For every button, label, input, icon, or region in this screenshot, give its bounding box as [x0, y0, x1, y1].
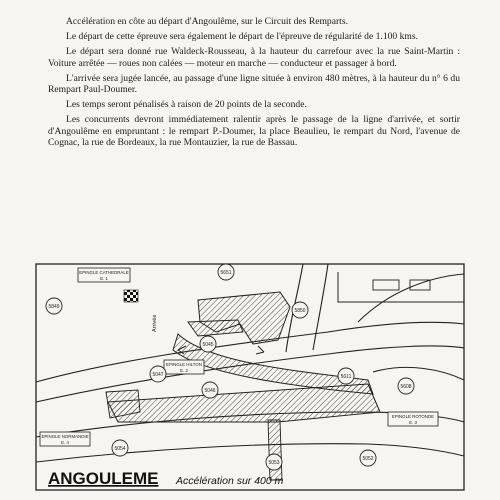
- label-epingle-cathedrale-num: E. 1: [100, 276, 108, 281]
- rules-text: [48, 16, 460, 152]
- svg-text:5651: 5651: [220, 270, 232, 276]
- paragraph-5: Les temps seront pénalisés à raison de 20 points de la seconde.: [66, 99, 307, 111]
- svg-text:5046: 5046: [204, 388, 216, 394]
- paragraph-2: Le départ de cette épreuve sera également le départ de l'épreuve de régularité de 1.100 kms.: [66, 31, 418, 43]
- marker-5651: [218, 264, 234, 280]
- map-subtitle: Accélération sur 400 m: [176, 475, 284, 487]
- road-line: [36, 444, 464, 462]
- label-epingle-normandie-num: E. 4: [61, 440, 69, 445]
- svg-text:5849: 5849: [48, 304, 60, 310]
- marker-5849: [46, 298, 62, 314]
- course-hatched-zone: [108, 384, 380, 422]
- label-epingle-rotonde: EPINGLE ROTONDE: [391, 414, 435, 419]
- label-epingle-rotonde-num: E. 3: [409, 420, 417, 425]
- arrow-icon: [256, 346, 264, 354]
- paragraph-6: Les concurrents devront immédiatement ralentir après le passage de la ligne d'arrivée, et sortir d'Angoulême en empruntant : le rempart P.-Doumer, la place Beaulieu, le rempart du Nord, l'avenue de Cognac, la rue de Bordeaux, la rue Montauzier, la rue de Bassau.: [48, 114, 460, 148]
- svg-text:5053: 5053: [268, 460, 280, 466]
- circuit-map-drawing: [28, 262, 472, 492]
- label-epingle-hilton-num: E. 2: [180, 368, 188, 373]
- course-hatched-zone: [198, 292, 290, 344]
- label-epingle-hilton: EPINGLE HILTON: [166, 362, 202, 367]
- svg-text:5045: 5045: [202, 342, 214, 348]
- label-epingle-normandie: EPINGLE NORMANDIE: [41, 434, 89, 439]
- label-epingle-cathedrale: EPINGLE CATHEDRALE: [79, 270, 129, 275]
- course-hatched-zone: [188, 320, 243, 336]
- svg-text:5052: 5052: [362, 456, 374, 462]
- paragraph-1: Accélération en côte au départ d'Angoulême, sur le Circuit des Remparts.: [66, 16, 348, 27]
- svg-text:5608: 5608: [400, 384, 412, 390]
- paragraph-4: L'arrivée sera jugée lancée, au passage d'une ligne située à environ 480 mètres, à la hauteur du n° 6 du Rempart Paul-Doumer.: [48, 72, 460, 96]
- road-line: [313, 264, 328, 350]
- building-outline: [373, 280, 399, 290]
- marker-5053: [266, 454, 282, 470]
- marker-5850: [292, 302, 308, 318]
- paragraph-3: Le départ sera donné rue Waldeck-Rousseau, à la hauteur du carrefour avec la rue Saint-Martin : Voiture arrêtée — roues non calées — moteur en marche — conducteur et passager à bord.: [48, 46, 460, 69]
- svg-text:5850: 5850: [294, 308, 306, 314]
- marker-5045: [200, 336, 216, 352]
- checkered-flag-icon: [124, 290, 138, 302]
- marker-5052: [360, 450, 376, 466]
- marker-5054: [112, 440, 128, 456]
- svg-text:5047: 5047: [152, 372, 164, 378]
- svg-text:5611: 5611: [340, 374, 352, 380]
- svg-text:5054: 5054: [114, 446, 126, 452]
- circuit-map: [28, 262, 472, 492]
- finish-strip: [268, 420, 282, 480]
- marker-5046: [202, 382, 218, 398]
- map-title: ANGOULEME: [48, 469, 159, 488]
- marker-5608: [398, 378, 414, 394]
- road-line: [373, 367, 464, 380]
- road-line: [358, 274, 464, 322]
- marker-5047: [150, 366, 166, 382]
- label-arrivee: Arrivée: [152, 314, 158, 332]
- marker-5611: [338, 368, 354, 384]
